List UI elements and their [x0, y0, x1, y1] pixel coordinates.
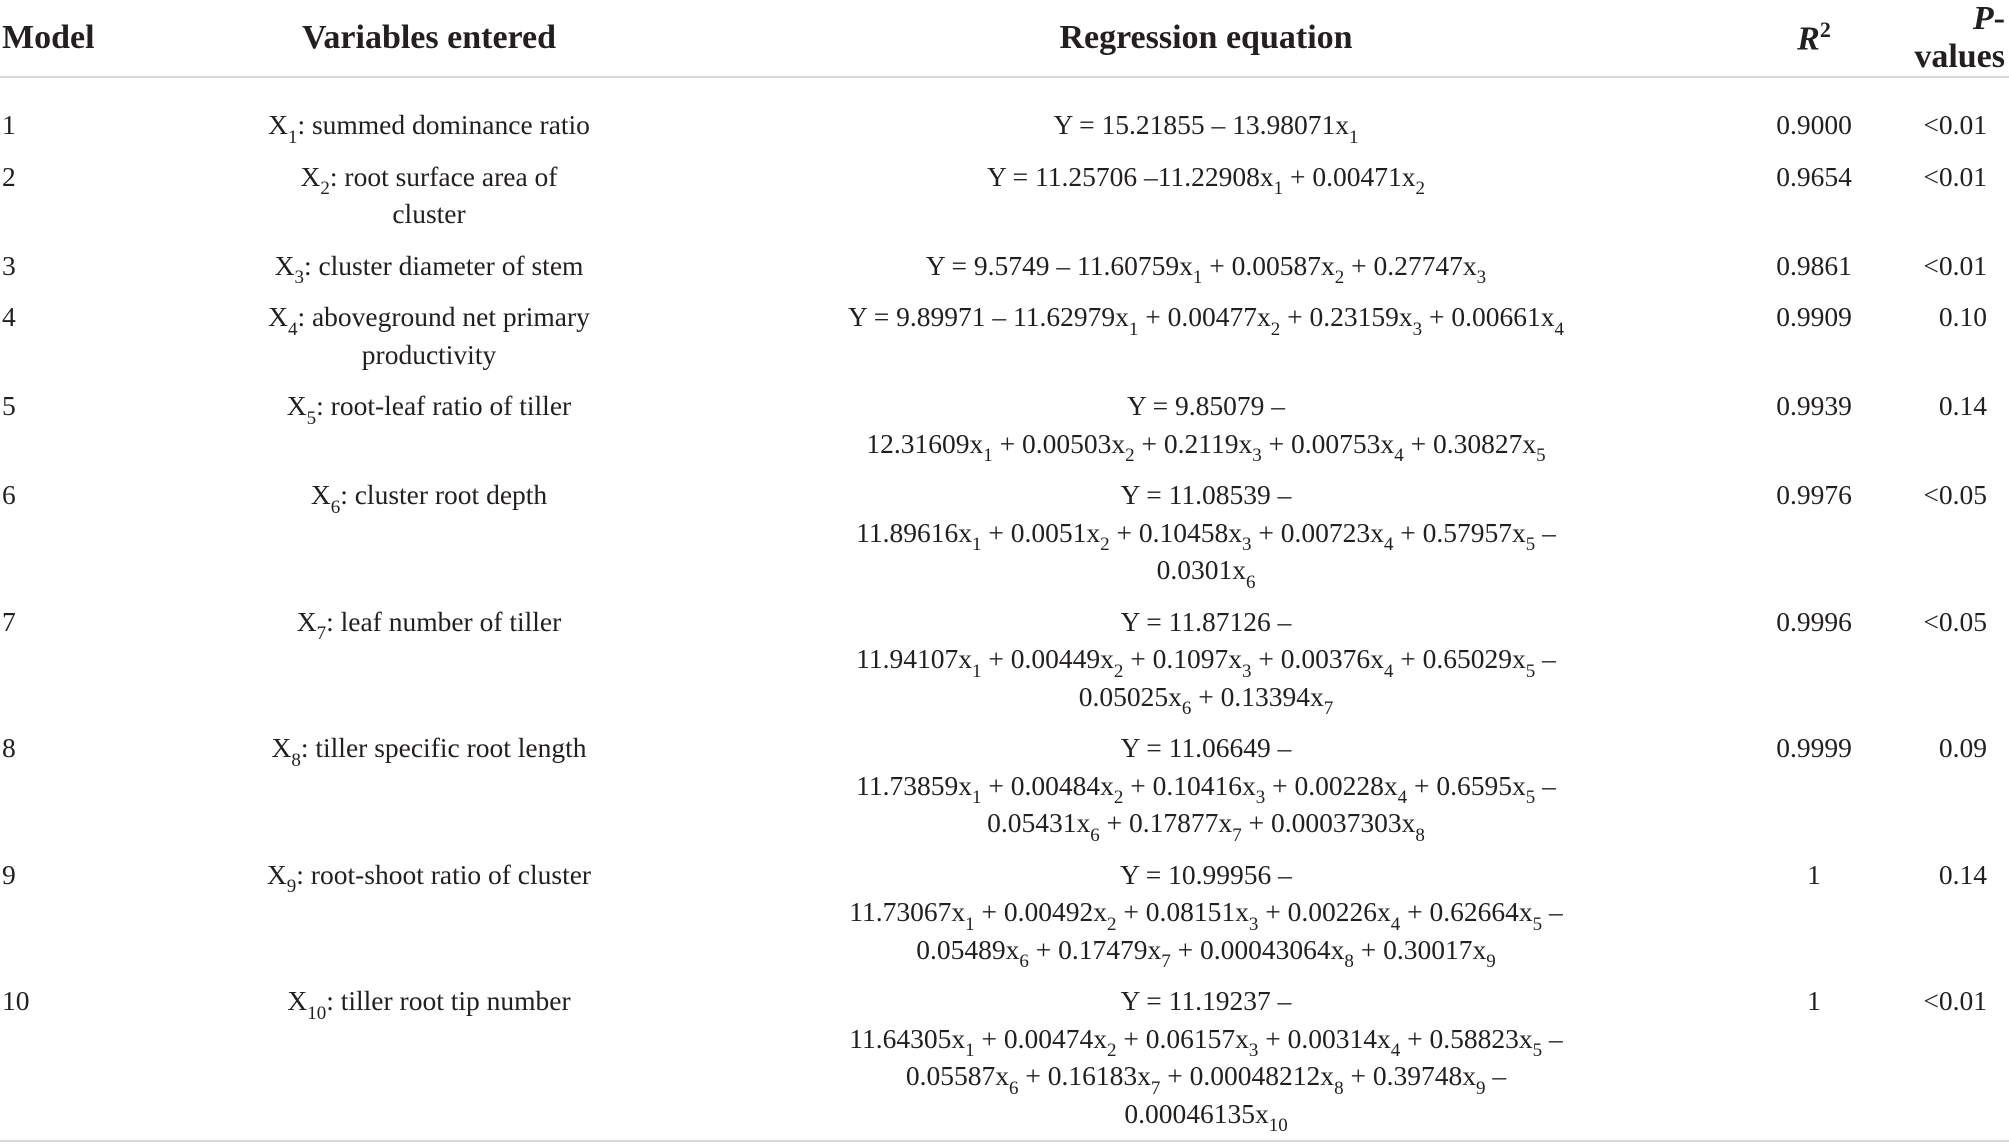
variable-text: : root surface area of: [329, 160, 558, 192]
variable-line: [162, 982, 696, 1024]
cell-model: 7: [2, 605, 16, 637]
cell-variable: [162, 158, 696, 247]
equation-text: Y = 11.19237 –: [1120, 985, 1292, 1016]
equation-line: [696, 1057, 1716, 1099]
equation-subscript: 1: [983, 445, 993, 466]
header-p-rest: -values: [1914, 0, 2005, 75]
equation-subscript: 3: [1241, 534, 1252, 555]
equation-text: + 0.00484x: [981, 769, 1114, 801]
equation-line: [696, 603, 1716, 641]
equation-text: + 0.00753x: [1261, 427, 1395, 459]
variable-line: [162, 158, 696, 199]
cell-p-value: <0.01: [1923, 160, 1987, 192]
equation-text: + 0.00474x: [974, 1022, 1107, 1054]
table-row: [0, 247, 2009, 299]
table-row: [0, 298, 2009, 387]
equation-text: + 0.00449x: [981, 643, 1114, 674]
equation-subscript: 10: [1268, 1115, 1288, 1136]
equation-subscript: 2: [1100, 534, 1110, 555]
table-row: [0, 856, 2009, 983]
equation-subscript: 9: [1475, 1077, 1486, 1099]
equation-subscript: 2: [1113, 787, 1124, 808]
cell-r2: 0.9000: [1776, 109, 1852, 140]
variable-line: [162, 195, 696, 233]
equation-text: + 0.00226x: [1258, 896, 1391, 927]
equation-subscript: 4: [1383, 660, 1394, 682]
cell-equation: [696, 158, 1716, 247]
equation-text: + 0.00477x: [1138, 301, 1271, 332]
equation-text: –: [1535, 516, 1556, 548]
equation-text: 11.73859x: [856, 769, 972, 801]
equation-subscript: 4: [1397, 787, 1408, 808]
variable-text: X: [287, 985, 308, 1016]
equation-subscript: 6: [1090, 824, 1100, 846]
cell-p-value: <0.01: [1923, 985, 1987, 1016]
equation-text: –: [1542, 1022, 1563, 1054]
equation-text: –: [1535, 769, 1556, 801]
cell-equation: [696, 603, 1716, 730]
variable-line: [162, 336, 696, 374]
equation-line: [696, 1020, 1716, 1061]
equation-subscript: 5: [1532, 1040, 1543, 1061]
equation-text: + 0.0051x: [981, 516, 1101, 548]
equation-subscript: 7: [1150, 1077, 1161, 1099]
cell-model: 3: [2, 249, 16, 281]
variable-subscript: 9: [286, 876, 297, 897]
cell-model: 2: [2, 160, 16, 192]
header-p-values: [1912, 0, 2009, 77]
equation-subscript: 3: [1248, 913, 1259, 935]
variable-text: : root-shoot ratio of cluster: [296, 858, 592, 890]
variable-text: X: [296, 605, 317, 637]
equation-subscript: 2: [1125, 445, 1135, 466]
equation-text: 11.73067x: [849, 896, 966, 927]
table-header: [0, 0, 2009, 77]
cell-variable: [162, 247, 696, 299]
equation-subscript: 1: [965, 1040, 975, 1061]
equation-subscript: 7: [1161, 951, 1171, 972]
cell-r2: 1: [1807, 985, 1821, 1016]
cell-r2: 1: [1807, 858, 1821, 890]
equation-text: + 0.58823x: [1400, 1022, 1533, 1054]
equation-subscript: 4: [1383, 534, 1394, 555]
equation-text: Y = 15.21855 – 13.98071x: [1053, 109, 1350, 140]
equation-subscript: 2: [1334, 267, 1345, 288]
variable-line: [162, 247, 696, 288]
equation-text: + 0.00048212x: [1160, 1060, 1335, 1091]
equation-subscript: 5: [1525, 787, 1536, 808]
equation-text: 0.05587x: [905, 1060, 1010, 1091]
equation-line: [696, 640, 1716, 682]
equation-text: + 0.16183x: [1018, 1060, 1151, 1091]
cell-equation: [696, 77, 1716, 158]
equation-line: [696, 551, 1716, 593]
variable-text: X: [268, 109, 288, 140]
equation-line: [696, 298, 1716, 340]
equation-line: [696, 158, 1716, 199]
equation-text: + 0.00587x: [1202, 249, 1335, 281]
equation-subscript: 3: [1241, 660, 1252, 682]
cell-p-value: 0.14: [1938, 390, 1987, 421]
equation-text: –: [1485, 1060, 1507, 1091]
header-model: Model: [0, 0, 162, 77]
cell-variable: [162, 387, 696, 476]
equation-text: 12.31609x: [866, 427, 984, 459]
variable-subscript: 6: [330, 496, 341, 518]
header-p-italic: P: [1972, 0, 1994, 37]
variable-text: X: [300, 160, 321, 192]
cell-equation: [696, 387, 1716, 476]
equation-text: + 0.10458x: [1109, 516, 1242, 548]
equation-text: + 0.13394x: [1191, 680, 1324, 712]
equation-text: + 0.00037303x: [1241, 807, 1416, 838]
variable-line: [162, 298, 696, 340]
cell-variable: [162, 77, 696, 158]
equation-subscript: 1: [965, 913, 975, 935]
equation-text: 11.64305x: [849, 1022, 966, 1054]
equation-subscript: 1: [1273, 178, 1284, 199]
equation-text: Y = 11.08539 –: [1120, 479, 1292, 510]
equation-text: + 0.06157x: [1116, 1022, 1249, 1054]
cell-p-value: <0.01: [1923, 249, 1987, 281]
cell-p-value: <0.05: [1923, 605, 1987, 637]
equation-subscript: 5: [1525, 534, 1536, 555]
cell-equation: [696, 247, 1716, 299]
equation-text: 11.89616x: [856, 516, 972, 548]
table-row: [0, 158, 2009, 247]
cell-equation: [696, 856, 1716, 983]
equation-line: [696, 476, 1716, 514]
equation-line: [696, 931, 1716, 972]
variable-subscript: 1: [287, 126, 298, 148]
equation-text: + 0.39748x: [1343, 1060, 1476, 1091]
cell-model: 5: [2, 390, 16, 421]
equation-text: Y = 9.89971 – 11.62979x: [848, 301, 1129, 332]
variable-line: [162, 106, 696, 148]
header-r2: [1716, 0, 1912, 77]
cell-equation: [696, 729, 1716, 856]
cell-variable: [162, 856, 696, 983]
equation-subscript: 2: [1106, 913, 1117, 935]
equation-line: [696, 678, 1716, 719]
cell-p-value: 0.10: [1938, 301, 1987, 332]
equation-subscript: 2: [1106, 1040, 1117, 1061]
equation-text: + 0.23159x: [1280, 301, 1413, 332]
cell-r2: 0.9654: [1776, 160, 1852, 192]
cell-equation: [696, 476, 1716, 603]
equation-subscript: 2: [1415, 178, 1426, 199]
variable-subscript: 10: [307, 1002, 327, 1024]
equation-text: Y = 9.85079 –: [1126, 390, 1286, 421]
cell-p-value: 0.09: [1938, 732, 1987, 763]
equation-text: + 0.30017x: [1353, 933, 1487, 965]
variable-text: X: [310, 479, 331, 510]
cell-variable: [162, 729, 696, 856]
cell-model: 4: [2, 301, 16, 332]
equation-text: 0.05025x: [1078, 680, 1182, 712]
equation-line: [696, 729, 1716, 767]
equation-text: + 0.6595x: [1407, 769, 1526, 801]
cell-variable: [162, 982, 696, 1146]
equation-subscript: 1: [1128, 318, 1139, 340]
equation-subscript: 3: [1252, 445, 1262, 466]
equation-line: [696, 247, 1716, 288]
cell-p-value: <0.01: [1923, 109, 1987, 140]
variable-subscript: 2: [320, 178, 330, 199]
table-body: [0, 77, 2009, 1146]
variable-text: cluster: [392, 198, 466, 229]
equation-text: Y = 11.06649 –: [1120, 732, 1292, 763]
equation-text: 0.05431x: [987, 807, 1091, 838]
table-row: [0, 982, 2009, 1146]
variable-text: X: [266, 858, 287, 890]
equation-subscript: 2: [1113, 660, 1124, 682]
cell-model: 1: [2, 109, 16, 140]
variable-text: : tiller root tip number: [326, 985, 571, 1016]
equation-line: [696, 982, 1716, 1020]
variable-text: X: [274, 249, 295, 281]
variable-text: X: [271, 732, 292, 763]
cell-equation: [696, 982, 1716, 1146]
equation-text: + 0.00661x: [1422, 301, 1555, 332]
variable-subscript: 7: [316, 623, 327, 644]
header-variables: Variables entered: [162, 0, 696, 77]
equation-text: 0.0301x: [1156, 554, 1246, 585]
equation-text: + 0.00723x: [1251, 516, 1384, 548]
equation-subscript: 5: [1536, 445, 1546, 466]
variable-subscript: 5: [306, 407, 317, 429]
equation-subscript: 6: [1019, 951, 1029, 972]
equation-text: + 0.00314x: [1258, 1022, 1391, 1054]
variable-line: [162, 387, 696, 429]
equation-line: [696, 767, 1716, 808]
cell-variable: [162, 476, 696, 603]
variable-line: [162, 476, 696, 518]
header-r2-base: R: [1797, 20, 1820, 58]
equation-subscript: 6: [1245, 571, 1256, 593]
equation-text: + 0.00503x: [992, 427, 1126, 459]
equation-text: + 0.08151x: [1116, 896, 1249, 927]
equation-text: Y = 9.5749 – 11.60759x: [925, 249, 1193, 281]
variable-text: : summed dominance ratio: [297, 109, 590, 140]
equation-subscript: 3: [1255, 787, 1266, 808]
equation-text: Y = 11.25706 –11.22908x: [986, 160, 1274, 192]
cell-equation: [696, 298, 1716, 387]
header-r2-sup: 2: [1819, 17, 1831, 43]
table-row: [0, 387, 2009, 476]
equation-text: –: [1542, 896, 1563, 927]
equation-text: + 0.17479x: [1028, 933, 1162, 965]
equation-subscript: 4: [1390, 1040, 1401, 1061]
variable-text: productivity: [361, 338, 497, 370]
variable-line: [162, 856, 696, 897]
equation-line: [696, 425, 1716, 466]
equation-subscript: 4: [1554, 318, 1564, 340]
equation-text: + 0.65029x: [1393, 643, 1526, 674]
table-row: [0, 476, 2009, 603]
equation-text: Y = 11.87126 –: [1120, 605, 1292, 637]
cell-model: 6: [2, 479, 16, 510]
equation-subscript: 5: [1525, 660, 1536, 682]
equation-text: + 0.57957x: [1393, 516, 1526, 548]
equation-line: [696, 804, 1716, 846]
equation-text: 0.05489x: [916, 933, 1020, 965]
variable-text: : aboveground net primary: [297, 301, 590, 332]
equation-subscript: 1: [971, 534, 982, 555]
equation-subscript: 8: [1415, 824, 1425, 846]
table-row: [0, 729, 2009, 856]
table-bottom-rule: [0, 1140, 2009, 1142]
equation-text: + 0.30827x: [1403, 427, 1537, 459]
equation-subscript: 7: [1232, 824, 1242, 846]
equation-text: + 0.2119x: [1134, 427, 1253, 459]
equation-subscript: 3: [1476, 267, 1487, 288]
equation-subscript: 1: [971, 660, 982, 682]
equation-subscript: 6: [1009, 1077, 1019, 1099]
equation-text: –: [1535, 643, 1556, 674]
cell-variable: [162, 298, 696, 387]
equation-subscript: 8: [1344, 951, 1354, 972]
equation-text: + 0.27747x: [1344, 249, 1477, 281]
variable-text: : leaf number of tiller: [326, 605, 562, 637]
header-equation: Regression equation: [696, 0, 1716, 77]
equation-line: [696, 514, 1716, 555]
equation-subscript: 5: [1532, 913, 1543, 935]
equation-subscript: 4: [1394, 445, 1404, 466]
equation-line: [696, 1095, 1716, 1136]
variable-text: : cluster root depth: [340, 479, 548, 510]
equation-text: + 0.10416x: [1123, 769, 1256, 801]
equation-subscript: 4: [1390, 913, 1401, 935]
equation-text: + 0.00043064x: [1170, 933, 1345, 965]
cell-r2: 0.9976: [1776, 479, 1852, 510]
cell-model: 9: [2, 858, 16, 890]
cell-model: 10: [2, 985, 30, 1016]
cell-variable: [162, 603, 696, 730]
cell-r2: 0.9909: [1776, 301, 1852, 332]
cell-model: 8: [2, 732, 16, 763]
equation-line: [696, 856, 1716, 894]
equation-line: [696, 893, 1716, 935]
equation-subscript: 6: [1181, 698, 1192, 719]
table-row: [0, 603, 2009, 730]
variable-line: [162, 729, 696, 771]
equation-text: + 0.00492x: [974, 896, 1107, 927]
equation-subscript: 3: [1248, 1040, 1259, 1061]
equation-text: + 0.1097x: [1123, 643, 1242, 674]
equation-text: 11.94107x: [856, 643, 972, 674]
cell-r2: 0.9861: [1776, 249, 1852, 281]
equation-subscript: 1: [1192, 267, 1203, 288]
equation-subscript: 3: [1412, 318, 1423, 340]
equation-text: + 0.62664x: [1400, 896, 1533, 927]
equation-subscript: 1: [971, 787, 982, 808]
equation-text: + 0.00228x: [1265, 769, 1398, 801]
equation-subscript: 7: [1323, 698, 1334, 719]
cell-p-value: 0.14: [1938, 858, 1987, 890]
cell-r2: 0.9999: [1776, 732, 1852, 763]
equation-text: 0.00046135x: [1124, 1097, 1269, 1129]
equation-subscript: 2: [1270, 318, 1281, 340]
equation-text: + 0.00471x: [1283, 160, 1416, 192]
equation-subscript: 8: [1334, 1077, 1344, 1099]
cell-p-value: <0.05: [1923, 479, 1987, 510]
equation-text: + 0.00376x: [1251, 643, 1384, 674]
equation-subscript: 9: [1486, 951, 1496, 972]
variable-text: : cluster diameter of stem: [303, 249, 584, 281]
equation-text: + 0.17877x: [1099, 807, 1233, 838]
equation-line: [696, 387, 1716, 425]
variable-subscript: 3: [294, 267, 304, 288]
variable-text: : root-leaf ratio of tiller: [316, 390, 572, 421]
equation-text: Y = 10.99956 –: [1120, 858, 1292, 890]
table-row: [0, 77, 2009, 158]
variable-text: : tiller specific root length: [300, 732, 587, 763]
variable-line: [162, 603, 696, 644]
variable-subscript: 8: [291, 749, 301, 771]
variable-text: X: [286, 390, 307, 421]
equation-subscript: 1: [1349, 126, 1359, 148]
variable-subscript: 4: [287, 318, 298, 340]
equation-line: [696, 106, 1716, 148]
cell-r2: 0.9996: [1776, 605, 1852, 637]
cell-r2: 0.9939: [1776, 390, 1852, 421]
variable-text: X: [268, 301, 288, 332]
